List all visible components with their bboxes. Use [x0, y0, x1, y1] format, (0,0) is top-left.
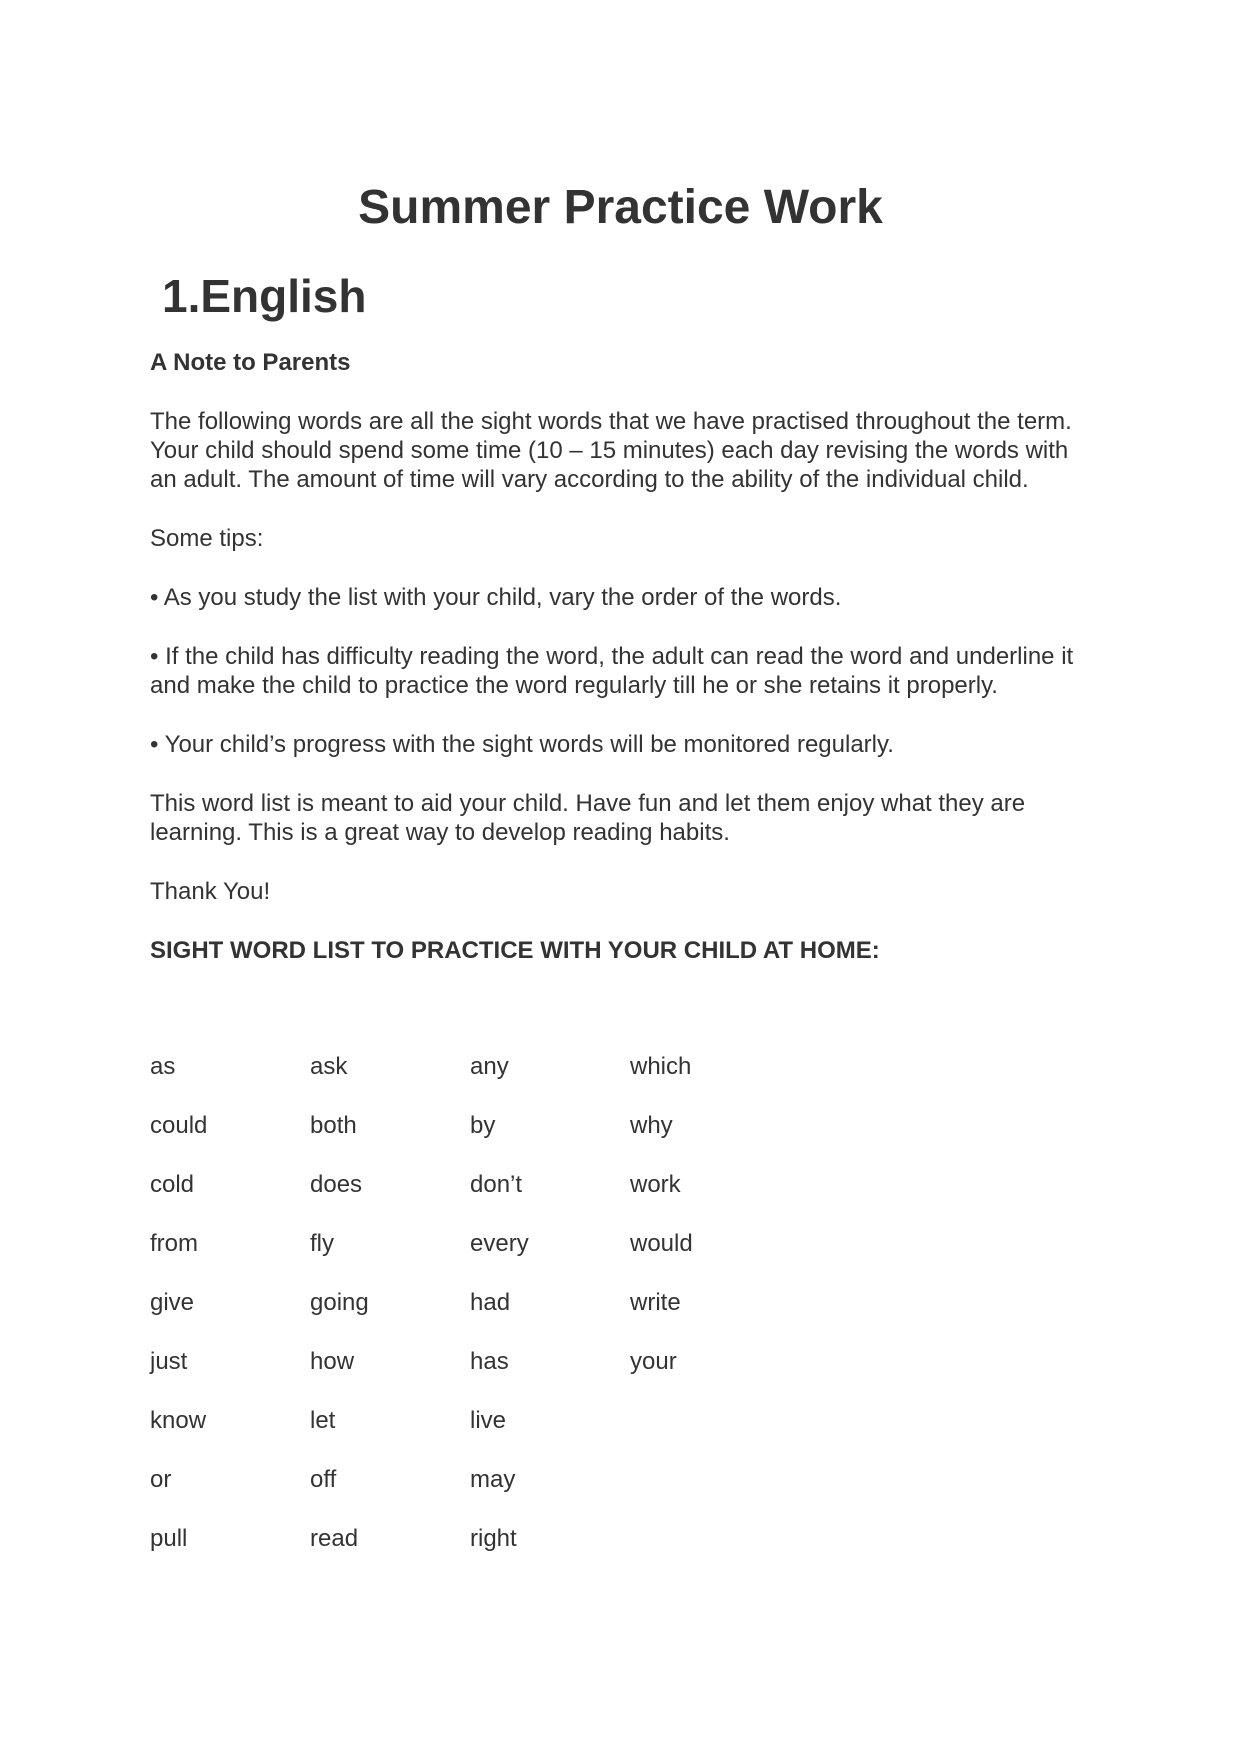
- sight-word: from: [150, 1230, 198, 1257]
- sight-word: ask: [310, 1053, 348, 1080]
- word-row: [150, 1406, 850, 1465]
- sight-word: which: [630, 1053, 692, 1080]
- sight-word: just: [150, 1348, 188, 1375]
- sight-word: live: [470, 1407, 507, 1434]
- sight-word: by: [470, 1112, 496, 1139]
- sight-word: would: [630, 1230, 693, 1257]
- tip-item: • As you study the list with your child, vary the order of the words.: [150, 584, 842, 611]
- sight-word: how: [310, 1348, 355, 1375]
- sight-word: as: [150, 1053, 176, 1080]
- sight-word: write: [630, 1289, 681, 1316]
- sight-word-grid: [150, 1052, 850, 1583]
- thanks-text: Thank You!: [150, 878, 271, 905]
- word-row: [150, 1052, 850, 1111]
- tips-label: Some tips:: [150, 525, 264, 552]
- sight-word: give: [150, 1289, 195, 1316]
- sight-word: every: [470, 1230, 529, 1257]
- sight-word: does: [310, 1171, 363, 1198]
- document-body: [150, 348, 1090, 995]
- sight-word: going: [310, 1289, 369, 1316]
- sight-word: work: [630, 1171, 681, 1198]
- word-row: [150, 1347, 850, 1406]
- sight-word: don’t: [470, 1171, 523, 1198]
- word-row: [150, 1465, 850, 1524]
- word-row: [150, 1524, 850, 1583]
- word-row: [150, 1288, 850, 1347]
- word-row: [150, 1170, 850, 1229]
- sight-word: read: [310, 1525, 359, 1552]
- sight-word: pull: [150, 1525, 188, 1552]
- sight-word: let: [310, 1407, 336, 1434]
- sight-word: may: [470, 1466, 516, 1493]
- section-heading: 1.English: [162, 270, 367, 322]
- closing-paragraph: This word list is meant to aid your child. Have fun and let them enjoy what they are learning. This is a great way to develop reading habits.: [150, 790, 1026, 846]
- tip-item: • If the child has difficulty reading the word, the adult can read the word and underline it and make the child to practice the word regularly till he or she retains it properly.: [150, 643, 1074, 699]
- intro-paragraph: The following words are all the sight words that we have practised throughout the term. Your child should spend some time (10 – 15 minutes) each day revising the words with an adult. The amount of time will vary according to the ability of the individual child.: [150, 408, 1072, 493]
- sight-word: fly: [310, 1230, 334, 1257]
- sight-word: or: [150, 1466, 172, 1493]
- word-row: [150, 1111, 850, 1170]
- sight-word: off: [310, 1466, 337, 1493]
- note-heading: A Note to Parents: [150, 349, 351, 376]
- sight-word: could: [150, 1112, 208, 1139]
- sight-word: why: [630, 1112, 673, 1139]
- sight-word: right: [470, 1525, 517, 1552]
- document-title: Summer Practice Work: [358, 181, 883, 234]
- sight-word: your: [630, 1348, 677, 1375]
- sight-word: has: [470, 1348, 509, 1375]
- word-list-heading: SIGHT WORD LIST TO PRACTICE WITH YOUR CHILD AT HOME:: [150, 937, 880, 964]
- sight-word: had: [470, 1289, 511, 1316]
- sight-word: know: [150, 1407, 207, 1434]
- sight-word: cold: [150, 1171, 195, 1198]
- sight-word: both: [310, 1112, 357, 1139]
- tip-item: • Your child’s progress with the sight words will be monitored regularly.: [150, 731, 894, 758]
- sight-word: any: [470, 1053, 509, 1080]
- word-row: [150, 1229, 850, 1288]
